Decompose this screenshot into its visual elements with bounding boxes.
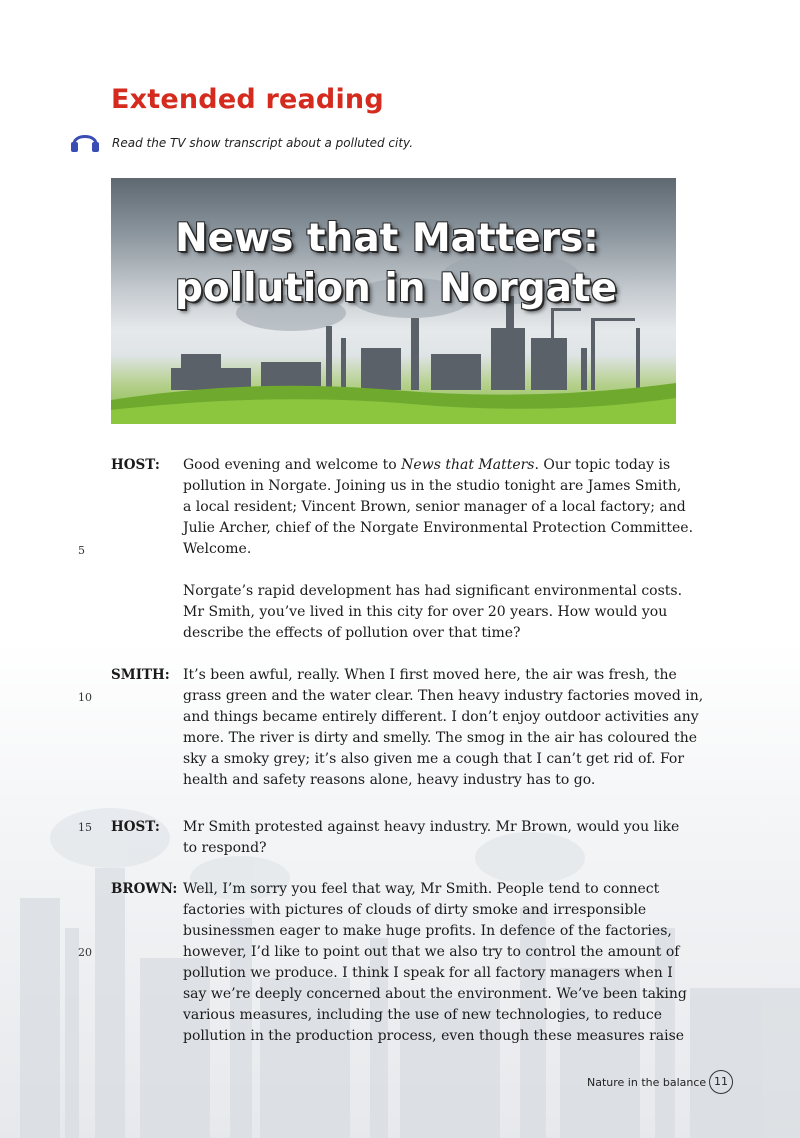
transcript-line: pollution in Norgate. Joining us in the studio tonight are James Smith, [183, 478, 682, 494]
line-number: 5 [78, 544, 85, 557]
transcript-line: Julie Archer, chief of the Norgate Environmental Protection Committee. [183, 520, 694, 536]
transcript-line: pollution in the production process, even though these measures raise [183, 1028, 685, 1044]
banner-title-line: News that Matters: [175, 216, 599, 261]
section-heading: Extended reading [111, 84, 384, 115]
transcript-line: Norgate’s rapid development has had significant environmental costs. [183, 583, 683, 599]
transcript-line: sky a smoky grey; it’s also given me a cough that I can’t get rid of. For [183, 751, 685, 767]
transcript-line: more. The river is dirty and smelly. The smog in the air has coloured the [183, 730, 698, 746]
transcript-line: a local resident; Vincent Brown, senior manager of a local factory; and [183, 499, 686, 515]
speaker-label: SMITH: [111, 667, 170, 683]
transcript-line: Well, I’m sorry you feel that way, Mr Smith. People tend to connect [183, 881, 660, 897]
news-banner-image [111, 178, 676, 424]
transcript-line: pollution we produce. I think I speak for all factory managers when I [183, 965, 673, 981]
line-number: 10 [78, 691, 92, 704]
transcript-line: however, I’d like to point out that we also try to control the amount of [183, 944, 680, 960]
transcript-line: businessmen eager to make huge profits. In defence of the factories, [183, 923, 672, 939]
transcript-line: Mr Smith protested against heavy industry. Mr Brown, would you like [183, 819, 680, 835]
transcript-line [183, 455, 670, 476]
transcript-line: factories with pictures of clouds of dirty smoke and irresponsible [183, 902, 647, 918]
transcript-line: Mr Smith, you’ve lived in this city for over 20 years. How would you [183, 604, 668, 620]
speaker-label: HOST: [111, 819, 160, 835]
transcript-line: It’s been awful, really. When I first moved here, the air was fresh, the [183, 667, 677, 683]
line-number: 15 [78, 821, 92, 834]
speaker-label: HOST: [111, 457, 160, 473]
banner-title-line: pollution in Norgate [175, 266, 618, 311]
transcript-line: Welcome. [183, 541, 252, 557]
transcript-line: to respond? [183, 840, 267, 856]
transcript-line: describe the effects of pollution over that time? [183, 625, 521, 641]
footer-unit-title: Nature in the balance [587, 1076, 707, 1089]
transcript-line: health and safety reasons alone, heavy industry has to go. [183, 772, 596, 788]
transcript-line: say we’re deeply concerned about the environment. We’ve been taking [183, 986, 687, 1002]
headphones-icon [70, 128, 100, 154]
page-number: 11 [709, 1070, 733, 1094]
transcript-line: and things became entirely different. I don’t enjoy outdoor activities any [183, 709, 699, 725]
reading-instruction: Read the TV show transcript about a polluted city. [112, 136, 414, 150]
transcript-line: grass green and the water clear. Then heavy industry factories moved in, [183, 688, 704, 704]
speaker-label: BROWN: [111, 881, 178, 897]
transcript-line-text: Good evening and welcome to News that Matters. Our topic today is [183, 457, 671, 473]
show-title: News that Matters [401, 457, 535, 473]
transcript-line: various measures, including the use of new technologies, to reduce [183, 1007, 663, 1023]
banner-title [175, 214, 617, 314]
line-number: 20 [78, 946, 92, 959]
